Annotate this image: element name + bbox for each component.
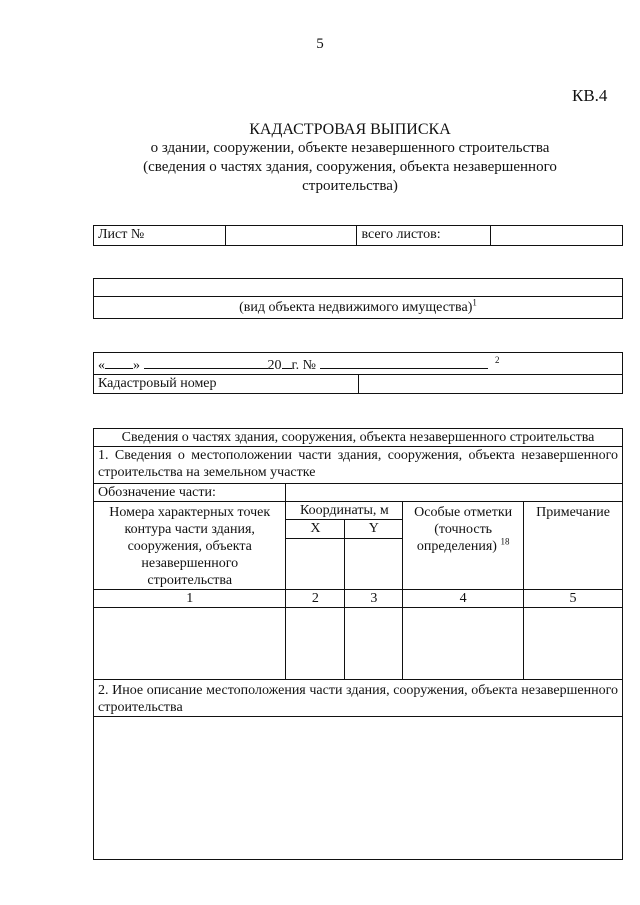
registry-number-field[interactable] (320, 355, 488, 369)
column-number-4: 4 (403, 590, 524, 608)
number-label: г. № (291, 358, 317, 373)
sheet-number-field[interactable] (225, 226, 357, 246)
parts-heading: Сведения о частях здания, сооружения, объекта незавершенного строительства (94, 429, 623, 447)
form-code: КВ.4 (572, 86, 608, 105)
title-line-3: (сведения о частях здания, сооружения, объекта незавершенного (143, 159, 557, 175)
point-number-cell[interactable] (94, 608, 286, 680)
column-number-1: 1 (94, 590, 286, 608)
document-title (100, 120, 600, 196)
object-kind-caption: (вид объекта недвижимого имущества) (239, 300, 473, 315)
quote-close: » (133, 358, 140, 373)
title-line-2: о здании, сооружении, объекте незавершенного строительства (150, 140, 550, 156)
coords-column-header: Координаты, м (286, 502, 403, 520)
special-marks-label: Особые отметки (точность определения) (414, 505, 513, 554)
footnote-18: 18 (500, 536, 510, 547)
x-column-header: X (286, 520, 345, 538)
table-row (94, 608, 623, 680)
day-field[interactable] (105, 355, 133, 369)
special-marks-column-header (403, 502, 524, 590)
sheet-label: Лист № (94, 226, 226, 246)
column-number-5: 5 (524, 590, 623, 608)
date-cadastral-table (93, 352, 623, 394)
note-cell[interactable] (524, 608, 623, 680)
column-number-2: 2 (286, 590, 345, 608)
other-description-field[interactable] (94, 717, 623, 860)
year-prefix: 20 (267, 358, 282, 373)
part-designation-field[interactable] (286, 484, 623, 502)
page-number: 5 (316, 36, 324, 52)
cadastral-number-field[interactable] (359, 375, 623, 394)
month-field[interactable] (144, 355, 268, 369)
quote-open: « (98, 358, 105, 373)
special-marks-cell[interactable] (403, 608, 524, 680)
section-1-title: 1. Сведения о местоположении части здания, сооружения, объекта незавершенного строительства на земельном участке (94, 447, 623, 484)
object-kind-caption-cell (94, 297, 623, 319)
title-line-4: строительства) (302, 178, 398, 194)
part-designation-label: Обозначение части: (94, 484, 286, 502)
x-coordinate-cell[interactable] (286, 608, 345, 680)
sheet-table (93, 225, 623, 246)
note-column-header: Примечание (524, 502, 623, 590)
points-column-header: Номера характерных точек контура части здания, сооружения, объекта незавершенного строительства (94, 502, 286, 590)
year-field[interactable] (282, 355, 292, 369)
y-coordinate-cell[interactable] (345, 608, 403, 680)
x-header-blank (286, 538, 345, 589)
y-column-header: Y (345, 520, 403, 538)
section-2-title: 2. Иное описание местоположения части здания, сооружения, объекта незавершенного строительства (94, 680, 623, 717)
object-kind-field[interactable] (94, 279, 623, 297)
y-header-blank (345, 538, 403, 589)
cadastral-number-label: Кадастровый номер (94, 375, 359, 394)
footnote-1: 1 (472, 297, 477, 308)
parts-table (93, 428, 623, 860)
total-sheets-label: всего листов: (357, 226, 491, 246)
object-kind-table (93, 278, 623, 319)
total-sheets-field[interactable] (491, 226, 623, 246)
date-row (94, 353, 623, 375)
column-number-3: 3 (345, 590, 403, 608)
title-line-1: КАДАСТРОВАЯ ВЫПИСКА (249, 121, 451, 138)
footnote-2: 2 (495, 355, 500, 366)
